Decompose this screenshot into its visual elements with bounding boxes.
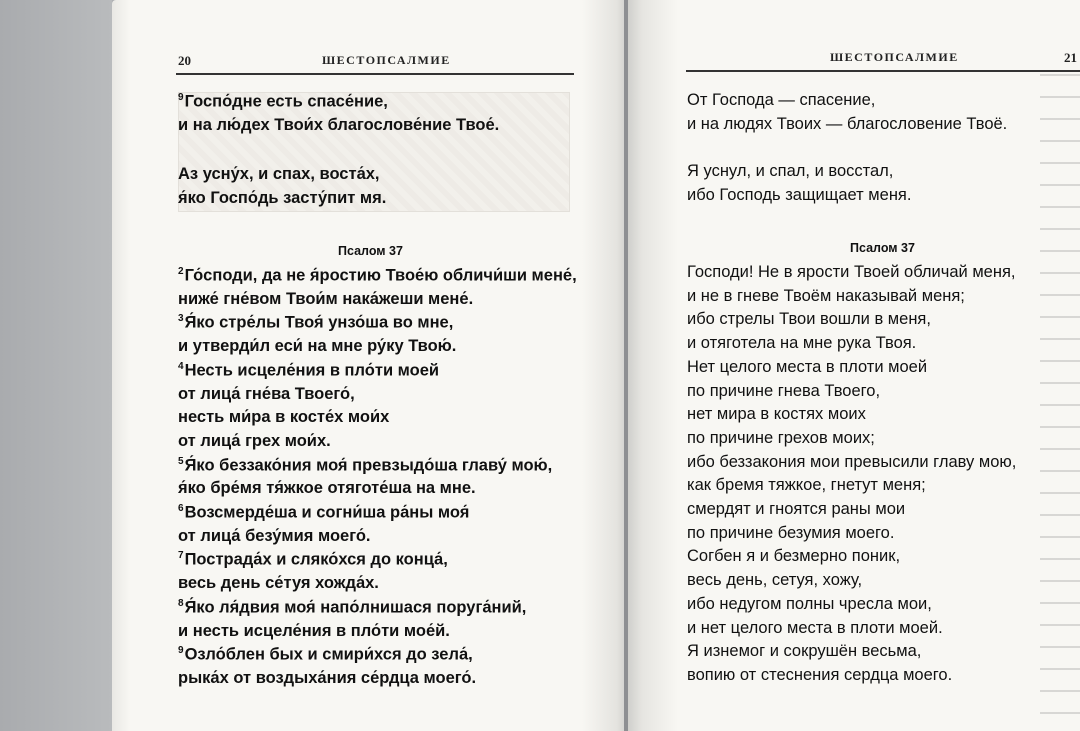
verse-text: я́ко бре́мя тя́жкое отяготе́ша на мне. [178,479,476,498]
verse-text: Пострада́х и сляко́хся до конца́, [184,550,448,569]
right-header-rule [686,70,1080,72]
verse-text: и несть исцеле́ния в пло́ти мое́й. [178,621,450,640]
verse-line [178,385,355,404]
verse-number: 9 [178,645,184,657]
verse-line [178,527,371,546]
verse-line: и нет целого места в плоти моей. [687,618,943,637]
verse-text: от лица́ безу́мия моего́. [178,526,371,545]
verse-text: Озло́блен бых и смири́хся до зела́, [184,645,473,664]
verse-line: по причине грехов моих; [687,428,875,447]
verse-text: Я́ко ля́двия моя́ напо́лнишася поруга́ний, [184,598,527,617]
verse-line [178,598,526,618]
verse-line: и отяготела на мне рука Твоя. [687,334,917,353]
verse-number: 6 [178,503,184,514]
verse-line: ибо Господь защищает меня. [687,185,912,204]
verse-text: я́ко Госпо́дь засту́пит мя. [178,188,387,207]
verse-line [178,456,552,476]
verse-text: от лица́ грех мои́х. [178,431,331,450]
verse-line [178,189,386,208]
verse-line: Господи! Не в ярости Твоей обличай меня, [687,263,1016,281]
verse-line [178,337,456,356]
verse-line: Нет целого места в плоти моей [687,357,928,376]
verse-line: и на людях Твоих — благословение Твоё. [687,114,1008,133]
verse-line [178,290,473,309]
verse-line [178,503,469,523]
right-page-number: 21 [1064,50,1077,65]
verse-number: 8 [178,597,184,609]
verse-text: рыка́х от воздыха́ния се́рдца моего́. [178,668,477,687]
verse-line [178,479,476,498]
verse-text: несть ми́ра в косте́х мои́х [178,408,390,427]
verse-line: ибо беззакония мои превысили главу мою, [687,452,1017,471]
verse-line [178,361,439,381]
verse-line [178,266,577,286]
verse-text: весь день се́туя хожда́х. [178,574,379,593]
verse-text: Аз усну́х, и спах, воста́х, [178,165,380,183]
verse-line: нет мира в костях моих [687,405,866,424]
verse-number: 7 [178,550,184,562]
verse-line: ибо недугом полны чресла мои, [687,594,932,613]
scan-background [0,0,112,731]
verse-line: смердят и гноятся раны мои [687,500,906,518]
verse-line [178,432,331,451]
left-psalm-heading: Псалом 37 [338,244,403,258]
verse-line: вопию от стеснения сердца моего. [687,665,953,684]
verse-text: ниже́ гне́вом Твои́м нака́жеши мене́. [178,289,474,308]
verse-text: Возсмерде́ша и согни́ша ра́ны моя́ [184,503,470,522]
verse-line [178,408,389,427]
verse-line: по причине гнева Твоего, [687,381,881,400]
left-page-number: 20 [178,53,191,68]
verse-text: Го́споди, да не я́ростию Твое́ю обличи́ши мене́, [184,266,577,285]
verse-text: Я́ко стре́лы Твоя́ унзо́ша во мне, [184,313,454,332]
verse-line: ибо стрелы Твои вошли в меня, [687,310,931,329]
verse-number: 9 [178,92,184,103]
verse-line: весь день, сетуя, хожу, [687,571,863,590]
verse-number: 5 [178,455,184,467]
left-running-head: ШЕСТОПСАЛМИЕ [322,53,451,67]
verse-text: Я́ко беззако́ния моя́ превзыдо́ша главу́ мою́, [184,456,553,475]
verse-line [178,313,453,333]
verse-number: 2 [178,266,184,277]
verse-line [178,622,450,641]
verse-text: Госпо́дне есть спасе́ние, [184,92,388,111]
verse-line: и не в гневе Твоём наказывай меня; [687,286,965,305]
verse-line: Я изнемог и сокрушён весьма, [687,642,922,661]
verse-number: 3 [178,313,184,325]
verse-line [178,550,448,570]
right-running-head: ШЕСТОПСАЛМИЕ [830,50,959,64]
verse-text: от лица́ гне́ва Твоего́, [178,384,355,403]
verse-line [178,165,380,184]
verse-line: Я уснул, и спал, и восстал, [687,162,894,180]
verse-line [178,645,473,665]
verse-line: по причине безумия моего. [687,523,895,542]
verse-text: и на лю́дех Твои́х благослове́ние Твое́. [178,115,500,134]
verse-line [178,92,388,112]
show-through-text [1040,60,1080,720]
verse-line [178,669,476,688]
verse-line [178,574,379,593]
verse-text: и утверди́л еси́ на мне ру́ку Твою́. [178,337,457,356]
verse-line: Согбен я и безмерно поник, [687,547,901,566]
verse-text: Несть исцеле́ния в пло́ти моей [184,361,440,380]
verse-line: как бремя тяжкое, гнетут меня; [687,476,926,495]
left-header-rule [176,73,574,75]
right-psalm-heading: Псалом 37 [850,241,915,255]
verse-number: 4 [178,360,184,372]
verse-line [178,116,499,135]
verse-line: От Господа — спасение, [687,91,876,109]
